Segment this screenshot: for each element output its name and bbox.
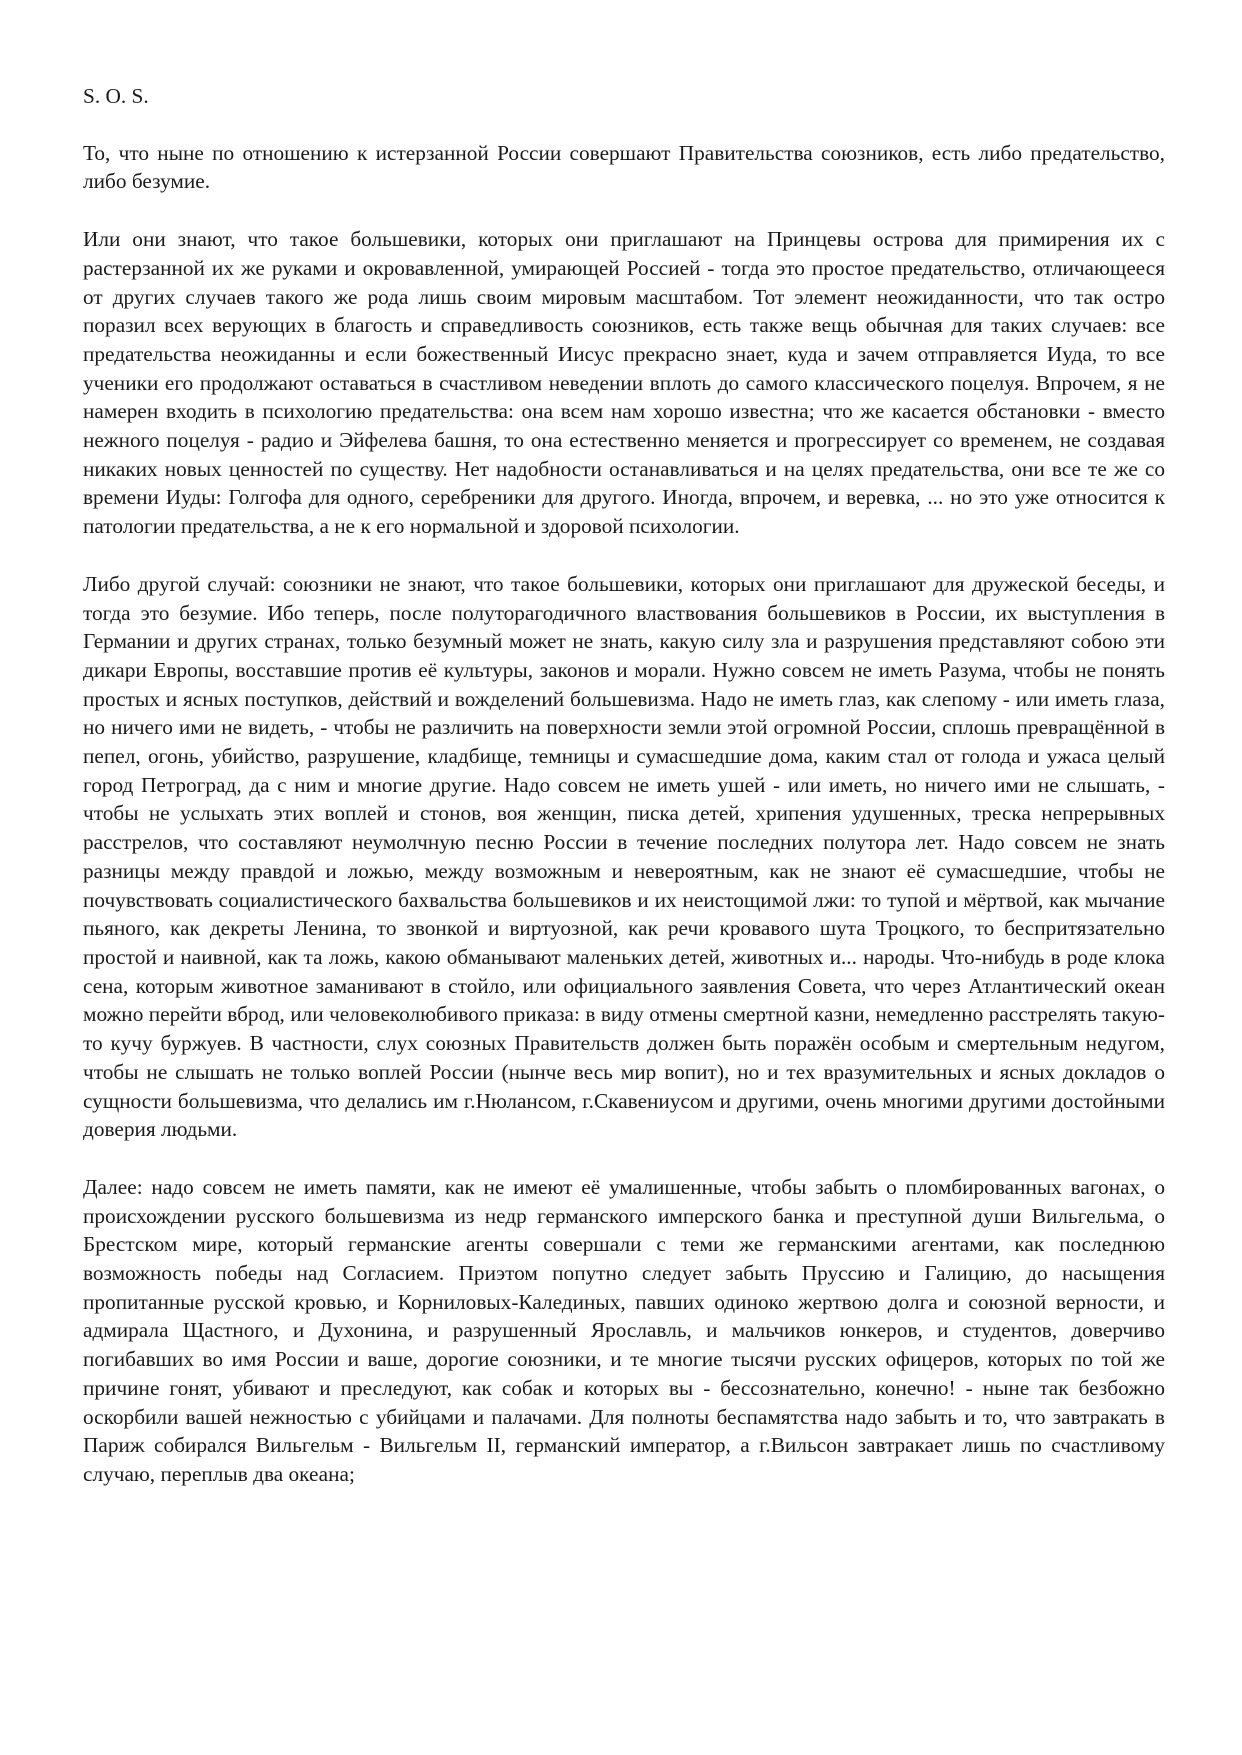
paragraph-3: Либо другой случай: союзники не знают, что такое большевики, которых они приглашают для дружеской беседы, и тогда это безумие. Ибо теперь, после полуторагодичного властвования большевиков в России, их выступления в Германии и других странах, только безумный может не знать, какую силу зла и разрушения представляют собою эти дикари Европы, восставшие против её культуры, законов и морали. Нужно совсем не иметь Разума, чтобы не понять простых и ясных поступков, действий и вожделений большевизма. Надо не иметь глаз, как слепому - или иметь глаза, но ничего ими не видеть, - чтобы не различить на поверхности земли этой огромной России, сплошь превращённой в пепел, огонь, убийство, разрушение, кладбище, темницы и сумасшедшие дома, каким стал от голода и ужаса целый город Петроград, да с ним и многие другие. Надо совсем не иметь ушей - или иметь, но ничего ими не слышать, - чтобы не услыхать этих воплей и стонов, воя женщин, писка детей, хрипения удушенных, треска непрерывных расстрелов, что составляют неумолчную песню России в течение последних полутора лет. Надо совсем не знать разницы между правдой и ложью, между возможным и невероятным, как не знают её сумасшедшие, чтобы не почувствовать социалистического бахвальства большевиков и их неистощимой лжи: то тупой и мёртвой, как мычание пьяного, как декреты Ленина, то звонкой и виртуозной, как речи кровавого шута Троцкого, то беспритязательно простой и наивной, как та ложь, какою обманывают маленьких детей, животных и... народы. Что-нибудь в роде клока сена, которым животное заманивают в стойло, или официального заявления Совета, что через Атлантический океан можно перейти вброд, или человеколюбивого приказа: в виду отмены смертной казни, немедленно расстрелять такую-то кучу буржуев. В частности, слух союзных Правительств должен быть поражён особым и смертельным недугом, чтобы не слышать не только воплей России (нынче весь мир вопит), но и тех вразумительных и ясных докладов о сущности большевизма, что делались им г.Нюлансом, г.Скавениусом и другими, очень многими другими достойными доверия людьми. — [83, 571, 1165, 1142]
document-page — [83, 82, 1165, 1489]
document-title: S. O. S. — [83, 84, 149, 108]
paragraph-1: То, что ныне по отношению к истерзанной России совершают Правительства союзников, есть либо предательство, либо безумие. — [83, 140, 1165, 194]
paragraph-4: Далее: надо совсем не иметь памяти, как не имеют её умалишенные, чтобы забыть о пломбированных вагонах, о происхождении русского большевизма из недр германского имперского банка и преступной души Вильгельма, о Брестском мире, который германские агенты совершали с теми же германскими агентами, как последнюю возможность победы над Согласием. Приэтом попутно следует забыть Пруссию и Галицию, до насыщения пропитанные русской кровью, и Корниловых-Калединых, павших одиноко жертвою долга и союзной верности, и адмирала Щастного, и Духонина, и разрушенный Ярославль, и мальчиков юнкеров, и студентов, доверчиво погибавших во имя России и ваше, дорогие союзники, и те многие тысячи русских офицеров, которых по той же причине гонят, убивают и преследуют, как собак и которых вы - бессознательно, конечно! - ныне так безбожно оскорбили вашей нежностью с убийцами и палачами. Для полноты беспамятства надо забыть и то, что завтракать в Париж собирался Вильгельм - Вильгельм II, германский император, а г.Вильсон завтракает лишь по счастливому случаю, переплыв два океана; — [83, 1174, 1165, 1486]
paragraph-2: Или они знают, что такое большевики, которых они приглашают на Принцевы острова для примирения их с растерзанной их же руками и окровавленной, умирающей Россией - тогда это простое предательство, отличающееся от других случаев такого же рода лишь своим мировым масштабом. Тот элемент неожиданности, что так остро поразил всех верующих в благость и справедливость союзников, есть также вещь обычная для таких случаев: все предательства неожиданны и если божественный Иисус прекрасно знает, куда и зачем отправляется Иуда, то все ученики его продолжают оставаться в счастливом неведении вплоть до самого классического поцелуя. Впрочем, я не намерен входить в психологию предательства: она всем нам хорошо известна; что же касается обстановки - вместо нежного поцелуя - радио и Эйфелева башня, то она естественно меняется и прогрессирует со временем, не создавая никаких новых ценностей по существу. Нет надобности останавливаться и на целях предательства, они все те же со времени Иуды: Голгофа для одного, серебреники для другого. Иногда, впрочем, и веревка, ... но это уже относится к патологии предательства, а не к его нормальной и здоровой психологии. — [83, 227, 1165, 539]
